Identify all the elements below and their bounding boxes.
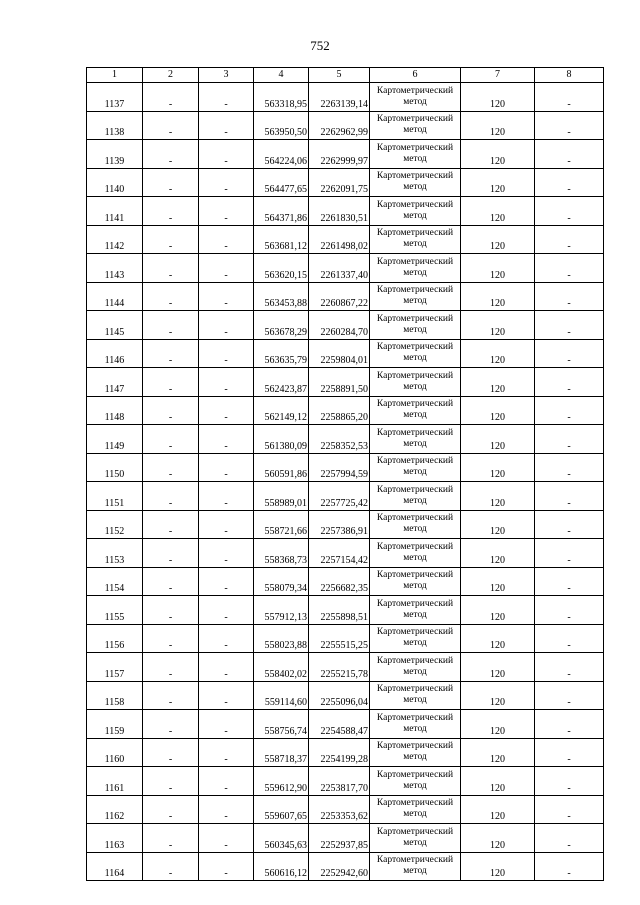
- y-coordinate-cell: 2263139,14: [309, 83, 370, 112]
- y-coordinate-cell: 2262999,97: [309, 140, 370, 169]
- point-number-cell: 1140: [87, 168, 143, 197]
- col2-cell: -: [143, 83, 199, 112]
- method-cell: Картометрический метод: [370, 396, 461, 425]
- y-coordinate-cell: 2255096,04: [309, 681, 370, 710]
- x-coordinate-cell: 558023,88: [254, 624, 309, 653]
- accuracy-cell: 120: [461, 510, 535, 539]
- x-coordinate-cell: 563620,15: [254, 254, 309, 283]
- accuracy-cell: 120: [461, 539, 535, 568]
- col2-cell: -: [143, 738, 199, 767]
- x-coordinate-cell: 558721,66: [254, 510, 309, 539]
- accuracy-cell: 120: [461, 681, 535, 710]
- method-cell: Картометрический метод: [370, 339, 461, 368]
- point-number-cell: 1158: [87, 681, 143, 710]
- table-row: [87, 852, 604, 881]
- col2-cell: -: [143, 482, 199, 511]
- table-row: [87, 368, 604, 397]
- y-coordinate-cell: 2262962,99: [309, 111, 370, 140]
- accuracy-cell: 120: [461, 396, 535, 425]
- x-coordinate-cell: 559114,60: [254, 681, 309, 710]
- col3-cell: -: [199, 368, 254, 397]
- accuracy-cell: 120: [461, 282, 535, 311]
- col3-cell: -: [199, 140, 254, 169]
- col3-cell: -: [199, 453, 254, 482]
- col3-cell: -: [199, 596, 254, 625]
- y-coordinate-cell: 2253353,62: [309, 795, 370, 824]
- table-row: [87, 767, 604, 796]
- point-number-cell: 1152: [87, 510, 143, 539]
- point-number-cell: 1156: [87, 624, 143, 653]
- col8-cell: -: [535, 710, 604, 739]
- col3-cell: -: [199, 852, 254, 881]
- table-row: [87, 168, 604, 197]
- method-cell: Картометрический метод: [370, 225, 461, 254]
- y-coordinate-cell: 2255515,25: [309, 624, 370, 653]
- col8-cell: -: [535, 140, 604, 169]
- table-row: [87, 681, 604, 710]
- coordinates-table: [86, 67, 604, 881]
- col3-cell: -: [199, 824, 254, 853]
- col3-cell: -: [199, 510, 254, 539]
- col8-cell: -: [535, 311, 604, 340]
- table-row: [87, 83, 604, 112]
- col8-cell: -: [535, 767, 604, 796]
- col8-cell: -: [535, 396, 604, 425]
- point-number-cell: 1150: [87, 453, 143, 482]
- col8-cell: -: [535, 539, 604, 568]
- x-coordinate-cell: 560616,12: [254, 852, 309, 881]
- column-header-2: 2: [143, 68, 199, 83]
- table-row: [87, 624, 604, 653]
- point-number-cell: 1164: [87, 852, 143, 881]
- point-number-cell: 1138: [87, 111, 143, 140]
- col3-cell: -: [199, 83, 254, 112]
- x-coordinate-cell: 564371,86: [254, 197, 309, 226]
- method-cell: Картометрический метод: [370, 852, 461, 881]
- accuracy-cell: 120: [461, 824, 535, 853]
- method-cell: Картометрический метод: [370, 425, 461, 454]
- table-row: [87, 510, 604, 539]
- col3-cell: -: [199, 795, 254, 824]
- column-header-6: 6: [370, 68, 461, 83]
- x-coordinate-cell: 561380,09: [254, 425, 309, 454]
- col3-cell: -: [199, 681, 254, 710]
- table-row: [87, 567, 604, 596]
- y-coordinate-cell: 2260867,22: [309, 282, 370, 311]
- col8-cell: -: [535, 482, 604, 511]
- x-coordinate-cell: 563635,79: [254, 339, 309, 368]
- point-number-cell: 1149: [87, 425, 143, 454]
- col3-cell: -: [199, 282, 254, 311]
- col3-cell: -: [199, 225, 254, 254]
- col2-cell: -: [143, 539, 199, 568]
- col3-cell: -: [199, 168, 254, 197]
- y-coordinate-cell: 2261337,40: [309, 254, 370, 283]
- column-header-3: 3: [199, 68, 254, 83]
- accuracy-cell: 120: [461, 710, 535, 739]
- col8-cell: -: [535, 510, 604, 539]
- y-coordinate-cell: 2254199,28: [309, 738, 370, 767]
- col8-cell: -: [535, 681, 604, 710]
- col8-cell: -: [535, 824, 604, 853]
- point-number-cell: 1143: [87, 254, 143, 283]
- col3-cell: -: [199, 624, 254, 653]
- accuracy-cell: 120: [461, 197, 535, 226]
- col2-cell: -: [143, 282, 199, 311]
- col2-cell: -: [143, 824, 199, 853]
- y-coordinate-cell: 2261498,02: [309, 225, 370, 254]
- col2-cell: -: [143, 795, 199, 824]
- accuracy-cell: 120: [461, 738, 535, 767]
- col3-cell: -: [199, 311, 254, 340]
- accuracy-cell: 120: [461, 567, 535, 596]
- point-number-cell: 1159: [87, 710, 143, 739]
- method-cell: Картометрический метод: [370, 482, 461, 511]
- col2-cell: -: [143, 254, 199, 283]
- method-cell: Картометрический метод: [370, 824, 461, 853]
- col2-cell: -: [143, 567, 199, 596]
- column-header-1: 1: [87, 68, 143, 83]
- method-cell: Картометрический метод: [370, 368, 461, 397]
- x-coordinate-cell: 562149,12: [254, 396, 309, 425]
- y-coordinate-cell: 2254588,47: [309, 710, 370, 739]
- y-coordinate-cell: 2257154,42: [309, 539, 370, 568]
- col2-cell: -: [143, 225, 199, 254]
- table-header-row: [87, 68, 604, 83]
- col8-cell: -: [535, 795, 604, 824]
- col3-cell: -: [199, 254, 254, 283]
- col8-cell: -: [535, 567, 604, 596]
- method-cell: Картометрический метод: [370, 83, 461, 112]
- x-coordinate-cell: 563950,50: [254, 111, 309, 140]
- y-coordinate-cell: 2260284,70: [309, 311, 370, 340]
- accuracy-cell: 120: [461, 425, 535, 454]
- col2-cell: -: [143, 368, 199, 397]
- col3-cell: -: [199, 767, 254, 796]
- col2-cell: -: [143, 596, 199, 625]
- x-coordinate-cell: 558756,74: [254, 710, 309, 739]
- accuracy-cell: 120: [461, 254, 535, 283]
- method-cell: Картометрический метод: [370, 653, 461, 682]
- method-cell: Картометрический метод: [370, 795, 461, 824]
- col8-cell: -: [535, 83, 604, 112]
- col2-cell: -: [143, 168, 199, 197]
- table-row: [87, 795, 604, 824]
- x-coordinate-cell: 564477,65: [254, 168, 309, 197]
- x-coordinate-cell: 560591,86: [254, 453, 309, 482]
- table-row: [87, 539, 604, 568]
- col3-cell: -: [199, 710, 254, 739]
- method-cell: Картометрический метод: [370, 738, 461, 767]
- x-coordinate-cell: 559612,90: [254, 767, 309, 796]
- table-row: [87, 653, 604, 682]
- point-number-cell: 1141: [87, 197, 143, 226]
- point-number-cell: 1148: [87, 396, 143, 425]
- method-cell: Картометрический метод: [370, 567, 461, 596]
- col3-cell: -: [199, 425, 254, 454]
- accuracy-cell: 120: [461, 453, 535, 482]
- x-coordinate-cell: 563681,12: [254, 225, 309, 254]
- col2-cell: -: [143, 852, 199, 881]
- y-coordinate-cell: 2257386,91: [309, 510, 370, 539]
- method-cell: Картометрический метод: [370, 168, 461, 197]
- point-number-cell: 1146: [87, 339, 143, 368]
- col2-cell: -: [143, 197, 199, 226]
- point-number-cell: 1151: [87, 482, 143, 511]
- col2-cell: -: [143, 510, 199, 539]
- table-row: [87, 111, 604, 140]
- col2-cell: -: [143, 339, 199, 368]
- column-header-4: 4: [254, 68, 309, 83]
- col8-cell: -: [535, 852, 604, 881]
- table-row: [87, 824, 604, 853]
- col2-cell: -: [143, 111, 199, 140]
- col8-cell: -: [535, 596, 604, 625]
- method-cell: Картометрический метод: [370, 510, 461, 539]
- y-coordinate-cell: 2259804,01: [309, 339, 370, 368]
- table-row: [87, 596, 604, 625]
- col3-cell: -: [199, 396, 254, 425]
- accuracy-cell: 120: [461, 596, 535, 625]
- accuracy-cell: 120: [461, 368, 535, 397]
- point-number-cell: 1160: [87, 738, 143, 767]
- y-coordinate-cell: 2257994,59: [309, 453, 370, 482]
- point-number-cell: 1147: [87, 368, 143, 397]
- col8-cell: -: [535, 425, 604, 454]
- col2-cell: -: [143, 311, 199, 340]
- col2-cell: -: [143, 681, 199, 710]
- method-cell: Картометрический метод: [370, 453, 461, 482]
- point-number-cell: 1153: [87, 539, 143, 568]
- col2-cell: -: [143, 653, 199, 682]
- table-row: [87, 197, 604, 226]
- y-coordinate-cell: 2256682,35: [309, 567, 370, 596]
- table-row: [87, 225, 604, 254]
- x-coordinate-cell: 563318,95: [254, 83, 309, 112]
- accuracy-cell: 120: [461, 795, 535, 824]
- col8-cell: -: [535, 197, 604, 226]
- x-coordinate-cell: 560345,63: [254, 824, 309, 853]
- column-header-5: 5: [309, 68, 370, 83]
- x-coordinate-cell: 559607,65: [254, 795, 309, 824]
- table-row: [87, 710, 604, 739]
- col8-cell: -: [535, 168, 604, 197]
- accuracy-cell: 120: [461, 83, 535, 112]
- column-header-7: 7: [461, 68, 535, 83]
- col3-cell: -: [199, 111, 254, 140]
- point-number-cell: 1161: [87, 767, 143, 796]
- table-row: [87, 396, 604, 425]
- col3-cell: -: [199, 738, 254, 767]
- method-cell: Картометрический метод: [370, 140, 461, 169]
- x-coordinate-cell: 558718,37: [254, 738, 309, 767]
- col8-cell: -: [535, 282, 604, 311]
- column-header-8: 8: [535, 68, 604, 83]
- accuracy-cell: 120: [461, 852, 535, 881]
- y-coordinate-cell: 2255898,51: [309, 596, 370, 625]
- col3-cell: -: [199, 197, 254, 226]
- table-body: [87, 83, 604, 881]
- y-coordinate-cell: 2253817,70: [309, 767, 370, 796]
- x-coordinate-cell: 558368,73: [254, 539, 309, 568]
- y-coordinate-cell: 2258891,50: [309, 368, 370, 397]
- y-coordinate-cell: 2252942,60: [309, 852, 370, 881]
- method-cell: Картометрический метод: [370, 311, 461, 340]
- point-number-cell: 1144: [87, 282, 143, 311]
- x-coordinate-cell: 558079,34: [254, 567, 309, 596]
- accuracy-cell: 120: [461, 624, 535, 653]
- col8-cell: -: [535, 453, 604, 482]
- col8-cell: -: [535, 254, 604, 283]
- method-cell: Картометрический метод: [370, 539, 461, 568]
- method-cell: Картометрический метод: [370, 254, 461, 283]
- accuracy-cell: 120: [461, 225, 535, 254]
- col2-cell: -: [143, 710, 199, 739]
- point-number-cell: 1137: [87, 83, 143, 112]
- x-coordinate-cell: 558402,02: [254, 653, 309, 682]
- page-number: 752: [310, 38, 330, 53]
- point-number-cell: 1157: [87, 653, 143, 682]
- method-cell: Картометрический метод: [370, 197, 461, 226]
- x-coordinate-cell: 564224,06: [254, 140, 309, 169]
- table-row: [87, 738, 604, 767]
- col8-cell: -: [535, 225, 604, 254]
- col2-cell: -: [143, 767, 199, 796]
- x-coordinate-cell: 558989,01: [254, 482, 309, 511]
- point-number-cell: 1154: [87, 567, 143, 596]
- col8-cell: -: [535, 624, 604, 653]
- table-row: [87, 453, 604, 482]
- col3-cell: -: [199, 482, 254, 511]
- y-coordinate-cell: 2258352,53: [309, 425, 370, 454]
- col8-cell: -: [535, 111, 604, 140]
- accuracy-cell: 120: [461, 168, 535, 197]
- method-cell: Картометрический метод: [370, 710, 461, 739]
- accuracy-cell: 120: [461, 140, 535, 169]
- x-coordinate-cell: 563453,88: [254, 282, 309, 311]
- accuracy-cell: 120: [461, 111, 535, 140]
- col8-cell: -: [535, 368, 604, 397]
- y-coordinate-cell: 2261830,51: [309, 197, 370, 226]
- col2-cell: -: [143, 396, 199, 425]
- col8-cell: -: [535, 653, 604, 682]
- col3-cell: -: [199, 653, 254, 682]
- y-coordinate-cell: 2262091,75: [309, 168, 370, 197]
- col8-cell: -: [535, 738, 604, 767]
- y-coordinate-cell: 2252937,85: [309, 824, 370, 853]
- accuracy-cell: 120: [461, 482, 535, 511]
- accuracy-cell: 120: [461, 653, 535, 682]
- method-cell: Картометрический метод: [370, 767, 461, 796]
- table-row: [87, 282, 604, 311]
- accuracy-cell: 120: [461, 311, 535, 340]
- col3-cell: -: [199, 539, 254, 568]
- point-number-cell: 1163: [87, 824, 143, 853]
- y-coordinate-cell: 2258865,20: [309, 396, 370, 425]
- x-coordinate-cell: 562423,87: [254, 368, 309, 397]
- x-coordinate-cell: 557912,13: [254, 596, 309, 625]
- col2-cell: -: [143, 425, 199, 454]
- method-cell: Картометрический метод: [370, 111, 461, 140]
- table-row: [87, 254, 604, 283]
- method-cell: Картометрический метод: [370, 681, 461, 710]
- col2-cell: -: [143, 140, 199, 169]
- point-number-cell: 1162: [87, 795, 143, 824]
- table-row: [87, 482, 604, 511]
- method-cell: Картометрический метод: [370, 624, 461, 653]
- table-row: [87, 311, 604, 340]
- point-number-cell: 1145: [87, 311, 143, 340]
- col3-cell: -: [199, 567, 254, 596]
- table-row: [87, 339, 604, 368]
- method-cell: Картометрический метод: [370, 282, 461, 311]
- point-number-cell: 1142: [87, 225, 143, 254]
- x-coordinate-cell: 563678,29: [254, 311, 309, 340]
- col3-cell: -: [199, 339, 254, 368]
- y-coordinate-cell: 2255215,78: [309, 653, 370, 682]
- col2-cell: -: [143, 624, 199, 653]
- col2-cell: -: [143, 453, 199, 482]
- point-number-cell: 1155: [87, 596, 143, 625]
- point-number-cell: 1139: [87, 140, 143, 169]
- table-row: [87, 425, 604, 454]
- y-coordinate-cell: 2257725,42: [309, 482, 370, 511]
- col8-cell: -: [535, 339, 604, 368]
- accuracy-cell: 120: [461, 767, 535, 796]
- method-cell: Картометрический метод: [370, 596, 461, 625]
- table-row: [87, 140, 604, 169]
- accuracy-cell: 120: [461, 339, 535, 368]
